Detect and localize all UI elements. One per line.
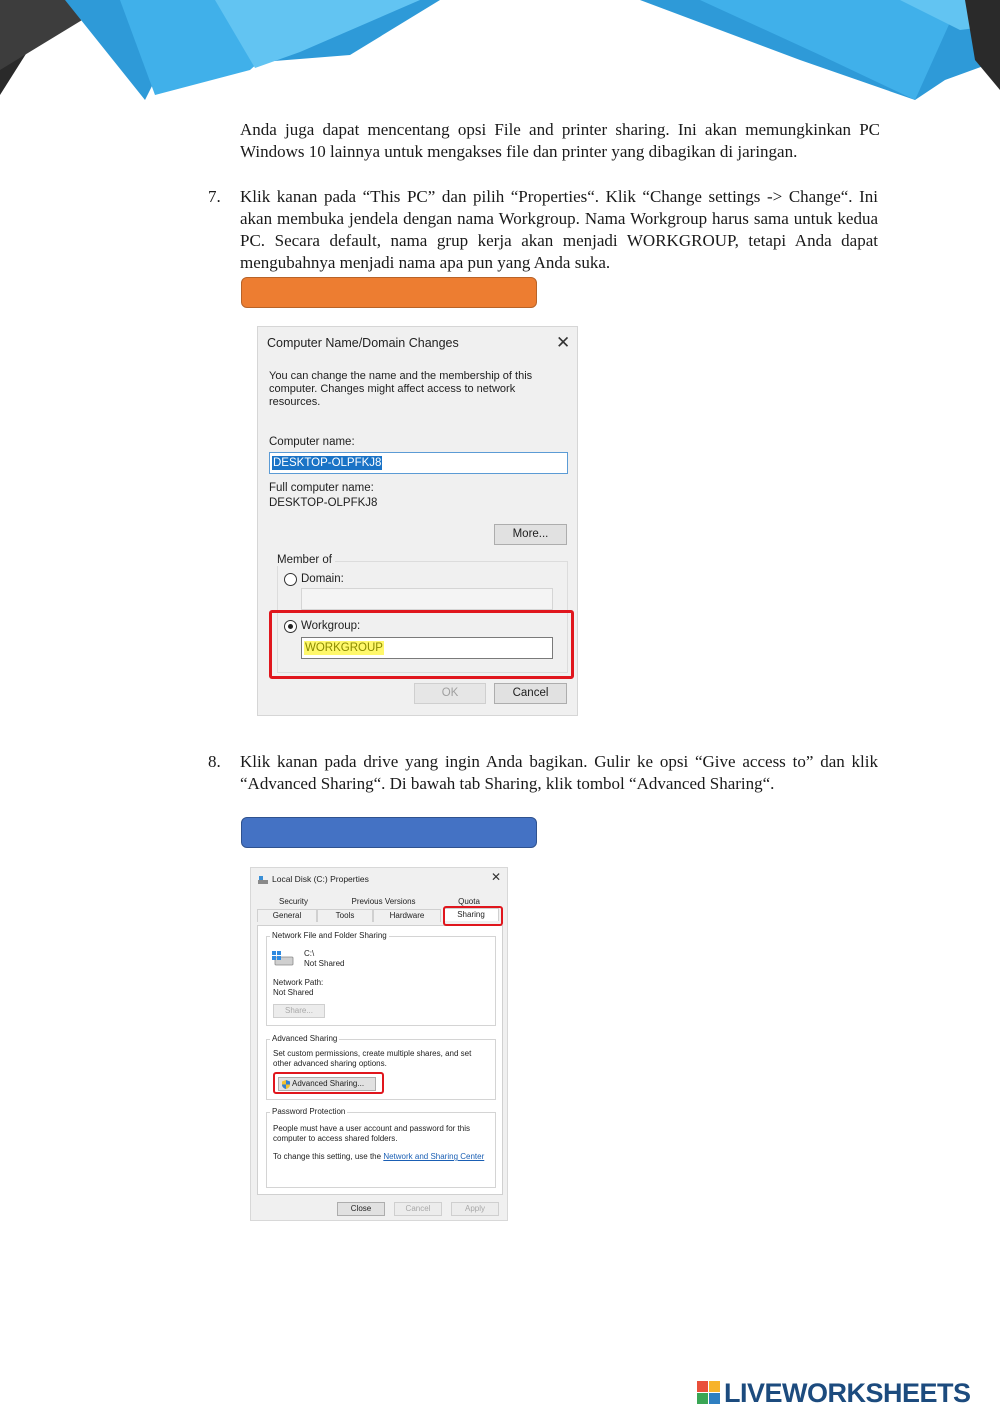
network-sharing-center-link[interactable]: Network and Sharing Center [383, 1152, 485, 1161]
dialog-title: Local Disk (C:) Properties [272, 874, 369, 884]
workgroup-highlight [269, 610, 574, 679]
network-path-label: Network Path: [273, 978, 324, 987]
close-button[interactable]: Close [337, 1202, 385, 1216]
ok-button[interactable]: OK [414, 683, 486, 704]
logo-icon [697, 1381, 721, 1405]
logo-text: LIVEWORKSHEETS [724, 1377, 971, 1408]
password-protection-description: People must have a user account and password for this computer to access shared folders. [273, 1124, 470, 1143]
step-8-text: Klik kanan pada drive yang ingin Anda bagikan. Gulir ke opsi “Give access to” dan klik “Advanced Sharing“. Di bawah tab Sharing, klik tombol “Advanced Sharing“. [240, 752, 878, 793]
header-banner [0, 0, 1000, 110]
network-sharing-title: Network File and Folder Sharing [272, 931, 387, 940]
domain-radio[interactable] [284, 573, 297, 586]
drive-name: C:\ [304, 949, 315, 958]
network-path-value: Not Shared [273, 988, 314, 997]
tab-sharing[interactable]: Sharing [443, 908, 499, 921]
tab-quota[interactable]: Quota [458, 897, 480, 906]
computer-name-label: Computer name: [269, 436, 355, 448]
tab-previous-versions[interactable]: Previous Versions [351, 897, 416, 906]
drive-status: Not Shared [304, 959, 345, 968]
domain-input[interactable] [301, 588, 553, 610]
local-disk-properties-dialog [250, 867, 508, 1221]
tab-security[interactable]: Security [279, 897, 308, 906]
close-icon[interactable]: ✕ [491, 870, 502, 884]
change-setting-text: To change this setting, use the [273, 1152, 382, 1161]
computer-name-dialog [257, 326, 578, 716]
disk-icon [258, 875, 268, 885]
advanced-sharing-highlight [273, 1072, 384, 1094]
share-button[interactable]: Share... [273, 1004, 325, 1018]
intro-paragraph: Anda juga dapat mencentang opsi File and printer sharing. Ini akan memungkinkan PC Windows 10 lainnya untuk mengakses file dan printer yang dibagikan di jaringan. [240, 120, 880, 161]
step-7-text: Klik kanan pada “This PC” dan pilih “Properties“. Klik “Change settings -> Change“. Ini akan membuka jendela dengan nama Workgroup. Nama Workgroup harus sama untuk kedua PC. Secara default, nama grup kerja akan menjadi WORKGROUP, tetapi Anda dapat mengubahnya menjadi nama apa pun yang Anda suka. [240, 187, 878, 272]
more-button[interactable]: More... [494, 524, 567, 545]
dialog-title: Computer Name/Domain Changes [267, 336, 459, 350]
full-computer-name-value: DESKTOP-OLPFKJ8 [269, 497, 378, 509]
workgroup-value: WORKGROUP [305, 642, 383, 654]
answer-input-orange[interactable] [241, 277, 537, 308]
computer-name-input[interactable] [269, 452, 568, 474]
close-icon[interactable]: ✕ [556, 333, 571, 352]
sharing-tab-highlight [443, 906, 503, 926]
computer-name-value: DESKTOP-OLPFKJ8 [273, 457, 382, 469]
liveworksheets-logo [697, 1378, 971, 1408]
password-protection-change-text [273, 1152, 484, 1162]
member-of-label: Member of [277, 554, 335, 566]
advanced-sharing-button-label: Advanced Sharing... [292, 1079, 365, 1088]
password-protection-title: Password Protection [272, 1107, 346, 1116]
sharing-panel [257, 925, 503, 1195]
domain-label: Domain: [301, 573, 344, 585]
cancel-button[interactable]: Cancel [494, 683, 567, 704]
full-computer-name-label: Full computer name: [269, 482, 374, 494]
advanced-sharing-description: Set custom permissions, create multiple shares, and set other advanced sharing options. [273, 1049, 472, 1068]
workgroup-label: Workgroup: [301, 620, 361, 632]
step-8-number: 8. [208, 752, 221, 771]
tab-hardware[interactable]: Hardware [373, 909, 441, 922]
dialog-description: You can change the name and the membership of this computer. Changes might affect access to network resources. [269, 370, 533, 408]
tab-tools[interactable]: Tools [317, 909, 373, 922]
advanced-sharing-title: Advanced Sharing [272, 1034, 338, 1043]
apply-button[interactable]: Apply [451, 1202, 499, 1216]
step-7-number: 7. [208, 187, 221, 206]
shared-drive-icon [272, 951, 294, 969]
answer-input-blue[interactable] [241, 817, 537, 848]
cancel-button[interactable]: Cancel [394, 1202, 442, 1216]
tab-general[interactable]: General [257, 909, 317, 922]
